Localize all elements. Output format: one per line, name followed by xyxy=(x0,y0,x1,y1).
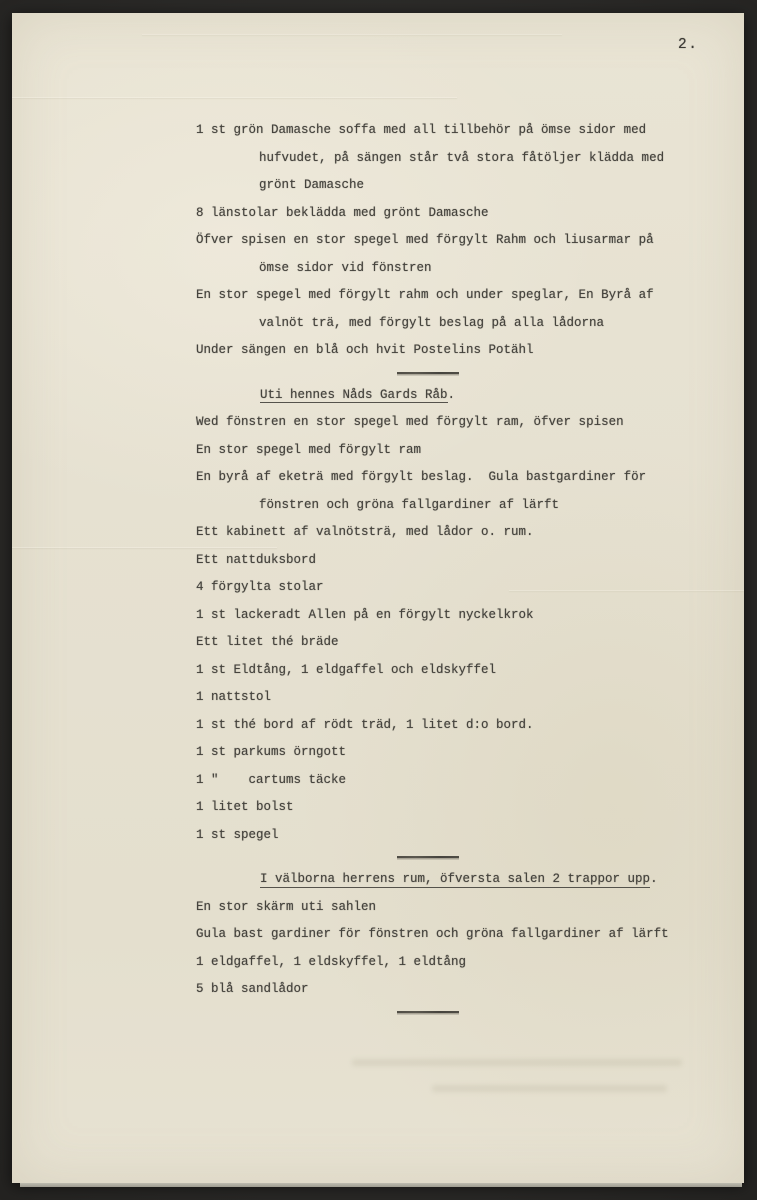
section-heading-suffix: . xyxy=(447,387,456,402)
document-line: En stor spegel med förgylt ram xyxy=(196,442,422,457)
section-divider xyxy=(196,1004,726,1021)
document-line: Ett litet thé bräde xyxy=(196,635,339,649)
ink-bleedthrough xyxy=(432,1085,667,1092)
document-line: Wed fönstren en stor spegel med förgylt ram, öfver spisen xyxy=(196,415,624,429)
document-line: En byrå af eketrä med förgylt beslag. Gula bastgardiner för xyxy=(196,470,647,484)
section-heading-suffix: . xyxy=(650,872,658,886)
section-divider xyxy=(196,849,726,866)
document-line: 1 nattstol xyxy=(196,690,272,704)
ink-bleedthrough xyxy=(352,1059,682,1066)
section-heading-text: Uti hennes Nåds Gards Råb xyxy=(260,387,448,402)
document-content xyxy=(196,117,726,1021)
document-line: Under sängen en blå och hvit Postelins Potähl xyxy=(196,343,534,357)
document-line: 4 förgylta stolar xyxy=(196,580,324,594)
paper-crease xyxy=(142,34,562,35)
document-line: ömse sidor vid fönstren xyxy=(259,260,432,275)
document-line: valnöt trä, med förgylt beslag på alla lådorna xyxy=(259,315,605,330)
divider-rule xyxy=(397,372,459,374)
section-heading xyxy=(196,866,726,894)
document-line: 1 st grön Damasche soffa med all tillbehör på ömse sidor med xyxy=(196,123,647,137)
document-line: En stor spegel med förgylt rahm och under speglar, En Byrå af xyxy=(196,288,654,302)
paper-bottom-edge xyxy=(20,1183,742,1187)
section-heading xyxy=(196,382,726,410)
section-divider xyxy=(196,365,726,382)
divider-rule xyxy=(397,856,459,858)
document-line: 1 " cartums täcke xyxy=(196,772,347,787)
document-line: 1 st thé bord af rödt träd, 1 litet d:o bord. xyxy=(196,717,534,732)
document-line: 8 länstolar beklädda med grönt Damasche xyxy=(196,205,489,220)
document-line: 1 litet bolst xyxy=(196,800,294,814)
document-line: En stor skärm uti sahlen xyxy=(196,899,377,914)
document-line: Öfver spisen en stor spegel med förgylt Rahm och liusarmar på xyxy=(196,233,654,247)
document-line: 1 st lackeradt Allen på en förgylt nyckelkrok xyxy=(196,607,534,622)
document-line: 1 st spegel xyxy=(196,827,279,842)
document-line: Gula bast gardiner för fönstren och gröna fallgardiner af lärft xyxy=(196,927,669,941)
document-page xyxy=(12,13,744,1183)
document-line: 1 st Eldtång, 1 eldgaffel och eldskyffel xyxy=(196,662,497,677)
document-line: fönstren och gröna fallgardiner af lärft xyxy=(259,497,560,512)
document-line: 1 eldgaffel, 1 eldskyffel, 1 eldtång xyxy=(196,954,467,969)
document-line: Ett nattduksbord xyxy=(196,552,317,567)
document-line: 1 st parkums örngott xyxy=(196,745,347,759)
document-line: hufvudet, på sängen står två stora fåtöljer klädda med xyxy=(259,150,665,165)
divider-rule xyxy=(397,1011,459,1013)
document-line: grönt Damasche xyxy=(259,178,365,192)
page-number: 2. xyxy=(678,37,699,53)
paper-crease xyxy=(12,97,457,98)
section-heading-text: I välborna herrens rum, öfversta salen 2 trappor upp xyxy=(260,872,651,886)
document-line: 5 blå sandlådor xyxy=(196,982,309,996)
document-line: Ett kabinett af valnötsträ, med lådor o. rum. xyxy=(196,525,534,539)
